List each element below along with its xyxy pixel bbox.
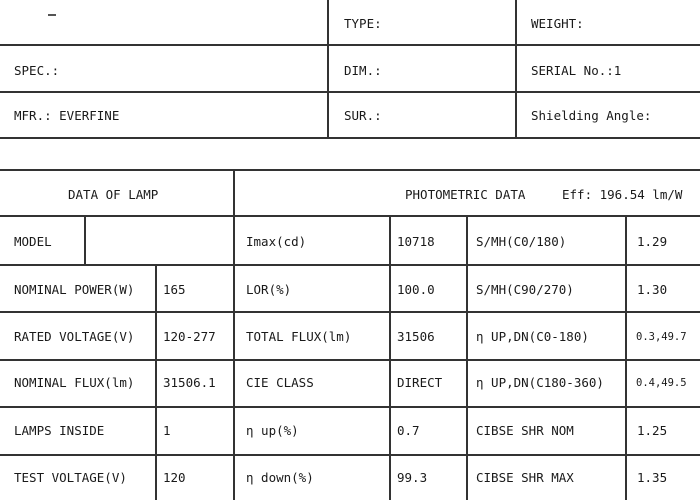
lamp-value-test-voltage: 120 — [163, 470, 186, 485]
photo-divider-1 — [389, 215, 391, 500]
table-rule-1 — [0, 215, 700, 217]
efficacy-value: Eff: 196.54 lm/W — [562, 187, 683, 202]
photo-label2-smh-c90: S/MH(C90/270) — [476, 282, 574, 297]
photo-value2-smh-c0: 1.29 — [637, 234, 668, 249]
photo-label-imax: Imax(cd) — [246, 234, 307, 249]
photo-value2-eta-c180: 0.4,49.5 — [636, 377, 687, 389]
photo-divider-2 — [466, 215, 468, 500]
header-rule-2 — [0, 91, 700, 93]
photo-value-cie-class: DIRECT — [397, 375, 443, 390]
lamp-label-inside: LAMPS INSIDE — [14, 423, 105, 438]
lamp-label-test-voltage: TEST VOLTAGE(V) — [14, 470, 127, 485]
photo-value-eta-down: 99.3 — [397, 470, 428, 485]
photo-label-eta-down: η down(%) — [246, 470, 314, 485]
scan-mark — [48, 14, 56, 16]
table-rule-3 — [0, 311, 700, 313]
photo-divider-3 — [625, 215, 627, 500]
header-rule-3 — [0, 137, 700, 139]
table-rule-4 — [0, 359, 700, 361]
photo-value-imax: 10718 — [397, 234, 435, 249]
photo-value-total-flux: 31506 — [397, 329, 435, 344]
lamp-value-flux: 31506.1 — [163, 375, 216, 390]
weight-label: WEIGHT: — [531, 16, 584, 31]
table-rule-top — [0, 169, 700, 171]
model-divider — [84, 215, 86, 264]
type-label: TYPE: — [344, 16, 382, 31]
photo-value-eta-up: 0.7 — [397, 423, 420, 438]
spec-label: SPEC.: — [14, 63, 60, 78]
photo-value2-cibse-max: 1.35 — [637, 470, 668, 485]
photometric-data-title: PHOTOMETRIC DATA — [405, 187, 526, 202]
table-rule-2 — [0, 264, 700, 266]
lamp-label-flux: NOMINAL FLUX(lm) — [14, 375, 135, 390]
lamp-label-model: MODEL — [14, 234, 52, 249]
photo-label2-cibse-nom: CIBSE SHR NOM — [476, 423, 574, 438]
lamp-value-voltage: 120-277 — [163, 329, 216, 344]
table-divider-main — [233, 169, 235, 500]
serial-label: SERIAL No.:1 — [531, 63, 622, 78]
table-rule-5 — [0, 406, 700, 408]
lamp-label-power: NOMINAL POWER(W) — [14, 282, 135, 297]
table-rule-6 — [0, 454, 700, 456]
header-rule-1 — [0, 44, 700, 46]
photo-label2-cibse-max: CIBSE SHR MAX — [476, 470, 574, 485]
header-divider-1 — [327, 0, 329, 137]
photo-label-lor: LOR(%) — [246, 282, 292, 297]
dim-label: DIM.: — [344, 63, 382, 78]
manufacturer-label: MFR.: EVERFINE — [14, 108, 120, 123]
lamp-value-inside: 1 — [163, 423, 171, 438]
photo-label-cie-class: CIE CLASS — [246, 375, 314, 390]
photo-value2-eta-c0: 0.3,49.7 — [636, 331, 687, 343]
photo-label2-eta-c0: η UP,DN(C0-180) — [476, 329, 589, 344]
photo-label-total-flux: TOTAL FLUX(lm) — [246, 329, 352, 344]
sur-label: SUR.: — [344, 108, 382, 123]
photo-value2-cibse-nom: 1.25 — [637, 423, 668, 438]
photo-value-lor: 100.0 — [397, 282, 435, 297]
photo-label2-smh-c0: S/MH(C0/180) — [476, 234, 567, 249]
lamp-data-title: DATA OF LAMP — [68, 187, 159, 202]
header-divider-2 — [515, 0, 517, 137]
photo-label-eta-up: η up(%) — [246, 423, 299, 438]
shielding-angle-label: Shielding Angle: — [531, 108, 652, 123]
photo-value2-smh-c90: 1.30 — [637, 282, 668, 297]
lamp-label-voltage: RATED VOLTAGE(V) — [14, 329, 135, 344]
lamp-value-divider — [155, 264, 157, 500]
photo-label2-eta-c180: η UP,DN(C180-360) — [476, 375, 604, 390]
lamp-value-power: 165 — [163, 282, 186, 297]
